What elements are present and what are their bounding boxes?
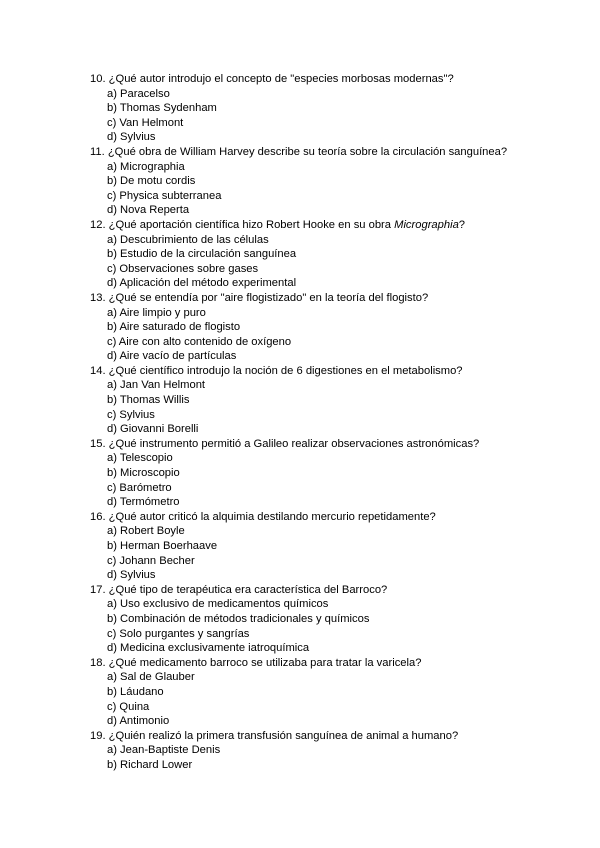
option-d: d) Aplicación del método experimental (107, 277, 297, 290)
option-d: d) Medicina exclusivamente iatroquímica (107, 642, 310, 655)
question-text: ¿Quién realizó la primera transfusión sanguínea de animal a humano? (108, 729, 459, 742)
question-number: 19. (90, 729, 106, 742)
option-d: d) Sylvius (107, 131, 156, 144)
option-c: c) Barómetro (107, 481, 172, 494)
question-14 (90, 364, 570, 437)
option-a: a) Sal de Glauber (107, 671, 195, 684)
option-c: c) Solo purgantes y sangrías (107, 627, 250, 640)
option-a: a) Aire limpio y puro (107, 306, 206, 319)
option-list (90, 597, 570, 655)
question-number: 11. (90, 145, 105, 158)
option-b: b) De motu cordis (107, 175, 196, 188)
question-19 (90, 729, 570, 773)
question-text: ¿Qué científico introdujo la noción de 6 digestiones en el metabolismo? (108, 364, 463, 377)
question-text: ¿Qué autor introdujo el concepto de "especies morbosas modernas"? (108, 73, 454, 85)
question-text-end: ? (458, 218, 466, 231)
question-18 (90, 656, 570, 729)
option-c: c) Quina (107, 700, 150, 713)
question-list (90, 72, 570, 773)
question-number: 15. (90, 437, 106, 450)
option-d: d) Nova Reperta (107, 204, 190, 217)
option-list (90, 378, 570, 436)
question-text: ¿Qué tipo de terapéutica era característica del Barroco? (108, 583, 388, 596)
question-text: ¿Qué se entendía por "aire flogistizado" en la teoría del flogisto? (108, 291, 429, 304)
book-title: Micrographia (394, 218, 459, 231)
question-number: 10. (90, 73, 106, 85)
option-a: a) Jean-Baptiste Denis (107, 744, 221, 757)
option-d: d) Sylvius (107, 569, 156, 582)
question-16 (90, 510, 570, 583)
option-c: c) Sylvius (107, 408, 155, 421)
question-13 (90, 291, 570, 364)
question-text: ¿Qué medicamento barroco se utilizaba para tratar la varicela? (108, 656, 422, 669)
question-text-start: ¿Qué aportación científica hizo Robert Hooke en su obra (108, 218, 395, 231)
question-12 (90, 218, 570, 291)
option-b: b) Combinación de métodos tradicionales y químicos (107, 612, 370, 625)
option-c: c) Observaciones sobre gases (107, 262, 259, 275)
option-a: a) Uso exclusivo de medicamentos químicos (107, 598, 329, 611)
option-a: a) Jan Van Helmont (107, 379, 206, 392)
option-list (90, 87, 570, 145)
option-list (90, 160, 570, 218)
option-a: a) Robert Boyle (107, 525, 185, 538)
question-11 (90, 145, 570, 218)
option-b: b) Thomas Willis (107, 394, 190, 407)
question-10 (90, 72, 570, 145)
question-number: 14. (90, 364, 106, 377)
option-list (90, 743, 570, 772)
option-list (90, 233, 570, 291)
option-b: b) Estudio de la circulación sanguínea (107, 248, 297, 261)
option-list (90, 306, 570, 364)
option-d: d) Termómetro (107, 496, 180, 509)
option-c: c) Aire con alto contenido de oxígeno (107, 335, 292, 348)
question-number: 12. (90, 218, 106, 231)
option-b: b) Herman Boerhaave (107, 540, 218, 552)
option-a: a) Telescopio (107, 452, 173, 465)
option-b: b) Aire saturado de flogisto (107, 321, 241, 334)
option-d: d) Giovanni Borelli (107, 423, 199, 436)
option-a: a) Micrographia (107, 160, 185, 173)
question-15 (90, 437, 570, 510)
option-list (90, 524, 570, 582)
option-b: b) Richard Lower (107, 758, 193, 771)
option-a: a) Paracelso (107, 87, 170, 100)
option-d: d) Antimonio (107, 715, 170, 728)
option-b: b) Thomas Sydenham (107, 102, 217, 115)
option-list (90, 670, 570, 728)
question-number: 16. (90, 510, 106, 523)
question-text: ¿Qué obra de William Harvey describe su teoría sobre la circulación sanguínea? (107, 145, 508, 158)
option-b: b) Láudano (107, 685, 164, 698)
option-c: c) Johann Becher (107, 554, 195, 567)
question-text: ¿Qué autor criticó la alquimia destilando mercurio repetidamente? (108, 510, 436, 523)
option-list (90, 451, 570, 509)
option-c: c) Van Helmont (107, 116, 184, 129)
question-number: 13. (90, 291, 106, 304)
question-number: 17. (90, 583, 106, 596)
question-text: ¿Qué instrumento permitió a Galileo realizar observaciones astronómicas? (108, 437, 480, 450)
option-d: d) Aire vacío de partículas (107, 350, 237, 363)
option-b: b) Microscopio (107, 467, 180, 480)
question-number: 18. (90, 656, 106, 669)
question-17 (90, 583, 570, 656)
option-a: a) Descubrimiento de las células (107, 233, 269, 246)
option-c: c) Physica subterranea (107, 189, 222, 202)
